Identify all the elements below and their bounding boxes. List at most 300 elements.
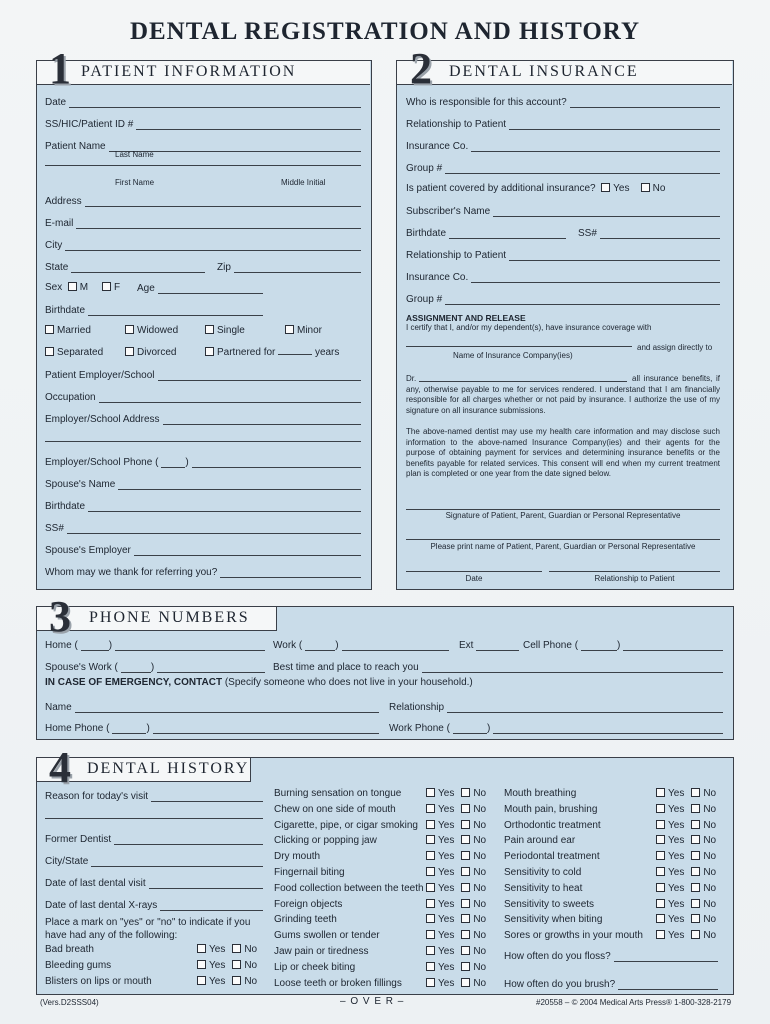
emergency-heading: IN CASE OF EMERGENCY, CONTACT [45, 677, 223, 688]
floss-label: How often do you floss? [504, 951, 611, 962]
yes-checkbox[interactable] [426, 946, 435, 955]
history-question: Sensitivity to heat [504, 882, 583, 894]
history-question: Lip or cheek biting [274, 961, 356, 973]
yes-checkbox[interactable] [656, 867, 665, 876]
no-checkbox[interactable] [461, 820, 470, 829]
best-time-field[interactable] [422, 662, 723, 673]
insurance-company-caption: Name of Insurance Company(ies) [453, 351, 573, 360]
sex-m-checkbox[interactable] [68, 282, 77, 291]
no-label: No [703, 914, 717, 926]
spouse-birthdate-label: Birthdate [45, 501, 86, 512]
yes-label: Yes [668, 914, 685, 926]
partnered-years-field[interactable] [278, 354, 312, 355]
no-checkbox[interactable] [461, 851, 470, 860]
yes-checkbox[interactable] [197, 976, 206, 985]
city-state-field[interactable] [91, 856, 263, 867]
insurance-co-field[interactable] [471, 141, 720, 152]
yes-label: Yes [438, 914, 455, 926]
history-question: Dry mouth [274, 851, 321, 863]
paren: ) [335, 640, 339, 651]
zip-field[interactable] [234, 262, 361, 273]
group-field[interactable] [445, 163, 720, 174]
brush-label: How often do you brush? [504, 979, 616, 990]
history-question: Mouth pain, brushing [504, 803, 598, 815]
no-checkbox[interactable] [232, 976, 241, 985]
history-item [504, 820, 716, 831]
no-checkbox[interactable] [691, 899, 700, 908]
reason-field[interactable] [151, 791, 263, 802]
former-dentist-field[interactable] [114, 834, 263, 845]
yes-label: Yes [438, 835, 455, 847]
yes-label: Yes [668, 867, 685, 878]
sex-f-checkbox[interactable] [102, 282, 111, 291]
no-checkbox[interactable] [461, 914, 470, 923]
history-question: Burning sensation on tongue [274, 788, 402, 799]
history-question: Grinding teeth [274, 914, 337, 926]
emergency-name-label: Name [45, 702, 72, 713]
patient-name-label: Patient Name [45, 141, 106, 152]
history-instruction: Place a mark on "yes" or "no" to indicate if you have had any of the following: [45, 917, 251, 941]
partnered-label: Partnered for [217, 347, 276, 358]
yes-label: Yes [668, 930, 685, 942]
history-item [504, 867, 716, 878]
yes-checkbox[interactable] [426, 899, 435, 908]
history-item [274, 899, 486, 910]
section-title: DENTAL INSURANCE [449, 63, 639, 80]
single-checkbox[interactable] [205, 325, 214, 334]
emergency-work-field[interactable] [493, 723, 723, 734]
yes-label: Yes [209, 960, 226, 971]
employer-label: Patient Employer/School [45, 370, 155, 381]
history-item [274, 962, 486, 973]
no-label: No [703, 898, 717, 910]
paren: ) [150, 662, 155, 673]
history-question: Periodontal treatment [504, 851, 600, 863]
date-signed-field[interactable] [406, 571, 542, 572]
no-label: No [473, 977, 487, 989]
insurance-co-label: Insurance Co. [406, 141, 469, 152]
birthdate-field[interactable] [88, 305, 263, 316]
brush-field[interactable] [618, 979, 718, 990]
no-checkbox[interactable] [691, 804, 700, 813]
history-question: Loose teeth or broken fillings [274, 977, 402, 989]
insurance-company-names-field[interactable] [406, 346, 632, 347]
sub-birthdate-field[interactable] [449, 228, 566, 239]
spouse-birthdate-field[interactable] [88, 501, 361, 512]
history-item [45, 960, 257, 971]
yes-label: Yes [668, 803, 685, 815]
no-checkbox[interactable] [461, 835, 470, 844]
yes-checkbox[interactable] [426, 883, 435, 892]
no-checkbox[interactable] [232, 944, 241, 953]
no-label: No [703, 867, 717, 878]
yes-checkbox[interactable] [426, 978, 435, 987]
history-question: Jaw pain or tiredness [274, 946, 369, 957]
insurance-co2-field[interactable] [471, 272, 720, 283]
assign-directly-text: and assign directly to [637, 343, 713, 352]
home-phone-field[interactable] [115, 640, 265, 651]
emp-address-line2[interactable] [45, 441, 361, 442]
yes-checkbox[interactable] [656, 914, 665, 923]
last-xrays-field[interactable] [160, 900, 263, 911]
history-item [504, 788, 716, 799]
address-field[interactable] [85, 196, 361, 207]
no-label: No [473, 867, 487, 878]
signature-caption: Signature of Patient, Parent, Guardian or Personal Representative [445, 511, 681, 520]
history-item [274, 946, 486, 957]
history-item [45, 976, 257, 987]
state-field[interactable] [71, 262, 205, 273]
minor-checkbox[interactable] [285, 325, 294, 334]
former-dentist-label: Former Dentist [45, 834, 112, 845]
emergency-relationship-label: Relationship [389, 702, 445, 713]
no-label: No [473, 898, 487, 910]
additional-no-checkbox[interactable] [641, 183, 650, 192]
last-xrays-label: Date of last dental X-rays [45, 900, 158, 911]
emergency-work-label: Work Phone ( [389, 723, 450, 734]
no-label: No [703, 788, 717, 799]
history-question: Fingernail biting [274, 867, 345, 878]
sex-f-label: F [114, 282, 121, 293]
married-checkbox[interactable] [45, 325, 54, 334]
ssid-label: SS/HIC/Patient ID # [45, 119, 134, 130]
middle-initial-caption: Middle Initial [281, 178, 326, 187]
years-label: years [314, 347, 340, 358]
yes-label: Yes [668, 851, 685, 863]
yes-checkbox[interactable] [656, 851, 665, 860]
no-checkbox[interactable] [691, 820, 700, 829]
history-question: Pain around ear [504, 835, 576, 847]
email-label: E-mail [45, 218, 74, 229]
yes-label: Yes [438, 819, 455, 831]
no-checkbox[interactable] [232, 960, 241, 969]
no-checkbox[interactable] [691, 883, 700, 892]
single-label: Single [217, 325, 245, 336]
yes-label: Yes [668, 835, 685, 847]
history-item [274, 804, 486, 815]
emp-phone-label: Employer/School Phone ( [45, 457, 159, 468]
emergency-home-area[interactable] [112, 723, 146, 734]
no-checkbox[interactable] [461, 883, 470, 892]
yes-checkbox[interactable] [426, 962, 435, 971]
separated-label: Separated [57, 347, 104, 358]
yes-checkbox[interactable] [656, 804, 665, 813]
employer-field[interactable] [158, 370, 361, 381]
no-label: No [473, 914, 487, 926]
paren: ) [146, 723, 150, 734]
spouse-work-label: Spouse's Work ( [45, 662, 118, 673]
yes-checkbox[interactable] [426, 788, 435, 797]
responsible-field[interactable] [570, 97, 720, 108]
city-field[interactable] [65, 240, 361, 251]
yes-label: Yes [438, 788, 455, 799]
spouse-name-field[interactable] [118, 479, 361, 490]
spouse-name-label: Spouse's Name [45, 479, 116, 490]
cell-phone-label: Cell Phone ( [523, 640, 579, 651]
spouse-ss-field[interactable] [67, 523, 361, 534]
subscriber-label: Subscriber's Name [406, 206, 491, 217]
yes-label: Yes [438, 851, 455, 863]
no-label: No [703, 819, 717, 831]
form-title: DENTAL REGISTRATION AND HISTORY [129, 18, 641, 45]
birthdate-label: Birthdate [45, 305, 86, 316]
emergency-relationship-field[interactable] [447, 702, 723, 713]
sex-label: Sex [45, 282, 63, 293]
no-checkbox[interactable] [691, 835, 700, 844]
date-label: Date [45, 97, 67, 108]
yes-label: Yes [438, 961, 455, 973]
emp-phone-field[interactable] [192, 457, 361, 468]
history-question: Bad breath [45, 944, 94, 955]
yes-checkbox[interactable] [426, 804, 435, 813]
group2-field[interactable] [445, 294, 720, 305]
history-item [504, 883, 716, 894]
emergency-home-field[interactable] [153, 723, 379, 734]
no-checkbox[interactable] [691, 851, 700, 860]
yes-checkbox[interactable] [426, 851, 435, 860]
yes-label: Yes [668, 788, 685, 799]
work-area-field[interactable] [305, 640, 335, 651]
work-phone-field[interactable] [342, 640, 449, 651]
yes-checkbox[interactable] [656, 820, 665, 829]
no-label: No [244, 960, 258, 971]
age-field[interactable] [158, 283, 263, 294]
date-caption: Date [465, 574, 483, 583]
ext-label: Ext [459, 640, 474, 651]
date-field[interactable] [69, 97, 361, 108]
no-label: No [244, 944, 258, 955]
widowed-checkbox[interactable] [125, 325, 134, 334]
email-field[interactable] [76, 218, 361, 229]
print-name-caption: Please print name of Patient, Parent, Guardian or Personal Representative [430, 542, 696, 551]
yes-label: Yes [668, 819, 685, 831]
sub-ss-field[interactable] [600, 228, 720, 239]
history-item [274, 820, 486, 831]
no-label: No [703, 930, 717, 942]
history-item [504, 835, 716, 846]
no-label: No [652, 183, 666, 194]
section-number-1: 1 [49, 44, 71, 93]
home-phone-label: Home ( [45, 640, 78, 651]
relationship-caption: Relationship to Patient [594, 574, 675, 583]
home-area-field[interactable] [81, 640, 109, 651]
divorced-checkbox[interactable] [125, 347, 134, 356]
section-title: PHONE NUMBERS [89, 609, 250, 626]
yes-checkbox[interactable] [426, 867, 435, 876]
section-title: PATIENT INFORMATION [81, 63, 297, 80]
responsible-label: Who is responsible for this account? [406, 97, 567, 108]
spouse-work-field[interactable] [157, 662, 265, 673]
phone-numbers-panel [36, 606, 734, 740]
married-label: Married [57, 325, 91, 336]
separated-checkbox[interactable] [45, 347, 54, 356]
history-item [274, 788, 486, 799]
yes-checkbox[interactable] [197, 944, 206, 953]
ext-field[interactable] [476, 640, 519, 651]
history-item [274, 978, 486, 989]
yes-checkbox[interactable] [426, 914, 435, 923]
benefits-text: all insurance benefits, if any, otherwise payable to me for services rendered. I understand that I am financially responsible for all charges whether or not paid by insurance. I authorize the use of my signature on all insurance submissions. [406, 374, 720, 415]
no-checkbox[interactable] [461, 946, 470, 955]
floss-field[interactable] [614, 951, 718, 962]
sub-birthdate-label: Birthdate [406, 228, 447, 239]
no-label: No [244, 976, 258, 987]
history-question: Chew on one side of mouth [274, 803, 396, 815]
no-label: No [473, 946, 487, 957]
partnered-checkbox[interactable] [205, 347, 214, 356]
no-label: No [473, 803, 487, 815]
reason-label: Reason for today's visit [45, 791, 149, 802]
emp-address-field[interactable] [163, 414, 361, 425]
referral-label: Whom may we thank for referring you? [45, 567, 218, 578]
city-state-label: City/State [45, 856, 89, 867]
subscriber-field[interactable] [493, 206, 720, 217]
paren: ) [617, 640, 621, 651]
history-question: Foreign objects [274, 898, 343, 910]
relationship-signed-field[interactable] [549, 571, 720, 572]
no-checkbox[interactable] [461, 962, 470, 971]
history-question: Gums swollen or tender [274, 930, 380, 942]
work-phone-label: Work ( [273, 640, 303, 651]
no-label: No [703, 803, 717, 815]
history-item [504, 914, 716, 925]
yes-checkbox[interactable] [426, 820, 435, 829]
widowed-label: Widowed [137, 325, 179, 336]
version-code: (Vers.D2SSS04) [40, 998, 99, 1007]
state-label: State [45, 262, 69, 273]
no-checkbox[interactable] [691, 914, 700, 923]
no-checkbox[interactable] [461, 899, 470, 908]
history-item [504, 899, 716, 910]
no-label: No [473, 961, 487, 973]
occupation-field[interactable] [99, 392, 361, 403]
yes-label: Yes [209, 976, 226, 987]
emergency-name-field[interactable] [75, 702, 379, 713]
dr-label: Dr. [406, 374, 417, 383]
history-item [504, 930, 716, 941]
history-question: Mouth breathing [504, 788, 577, 799]
emergency-work-area[interactable] [453, 723, 487, 734]
history-question: Sores or growths in your mouth [504, 930, 643, 942]
divorced-label: Divorced [137, 347, 177, 358]
no-label: No [473, 930, 487, 942]
emergency-instruction: (Specify someone who does not live in your household.) [224, 677, 473, 688]
additional-yes-checkbox[interactable] [601, 183, 610, 192]
emp-phone-area[interactable] [161, 457, 185, 468]
yes-checkbox[interactable] [197, 960, 206, 969]
patient-information-panel [36, 60, 372, 590]
spouse-area-field[interactable] [121, 662, 151, 673]
no-checkbox[interactable] [461, 788, 470, 797]
copyright: #20558 – © 2004 Medical Arts Press® 1-800-328-2179 [536, 998, 732, 1007]
yes-checkbox[interactable] [656, 835, 665, 844]
no-checkbox[interactable] [461, 804, 470, 813]
no-checkbox[interactable] [691, 930, 700, 939]
no-checkbox[interactable] [691, 788, 700, 797]
yes-label: Yes [438, 898, 455, 910]
signature-field[interactable] [406, 509, 720, 510]
first-name-caption: First Name [115, 178, 155, 187]
cell-area-field[interactable] [581, 640, 617, 651]
yes-checkbox[interactable] [656, 899, 665, 908]
yes-checkbox[interactable] [656, 883, 665, 892]
occupation-label: Occupation [45, 392, 96, 403]
yes-label: Yes [438, 977, 455, 989]
no-checkbox[interactable] [691, 867, 700, 876]
no-checkbox[interactable] [461, 930, 470, 939]
dental-history-panel [36, 757, 734, 995]
paren: ) [486, 723, 491, 734]
yes-label: Yes [438, 882, 455, 894]
yes-label: Yes [668, 882, 685, 894]
history-question: Orthodontic treatment [504, 819, 601, 831]
assignment-text: I certify that I, and/or my dependent(s), have insurance coverage with [406, 323, 652, 332]
cell-phone-field[interactable] [623, 640, 723, 651]
last-visit-field[interactable] [149, 878, 263, 889]
no-label: No [473, 851, 487, 863]
yes-label: Yes [613, 183, 630, 194]
spouse-employer-label: Spouse's Employer [45, 545, 131, 556]
reason-line2[interactable] [45, 818, 263, 819]
section-number-4: 4 [49, 743, 71, 792]
emp-address-label: Employer/School Address [45, 414, 160, 425]
sub-ss-label: SS# [578, 228, 597, 239]
history-item [274, 883, 486, 894]
group-label: Group # [406, 163, 443, 174]
history-question: Food collection between the teeth [274, 882, 424, 894]
city-label: City [45, 240, 63, 251]
relationship2-field[interactable] [509, 250, 720, 261]
group2-label: Group # [406, 294, 443, 305]
name-line[interactable] [45, 165, 361, 166]
minor-label: Minor [297, 325, 323, 336]
assignment-title: ASSIGNMENT AND RELEASE [406, 313, 526, 323]
section-number-2: 2 [410, 44, 432, 93]
history-question: Cigarette, pipe, or cigar smoking [274, 819, 418, 831]
relationship-field[interactable] [509, 119, 720, 130]
no-checkbox[interactable] [461, 978, 470, 987]
no-checkbox[interactable] [461, 867, 470, 876]
history-question: Blisters on lips or mouth [45, 976, 152, 987]
spouse-employer-field[interactable] [134, 545, 361, 556]
history-item [274, 851, 486, 862]
no-label: No [703, 882, 717, 894]
address-label: Address [45, 196, 82, 207]
sex-m-label: M [79, 282, 89, 293]
history-item [274, 914, 486, 925]
yes-label: Yes [668, 898, 685, 910]
emp-phone-paren: ) [185, 457, 189, 468]
yes-checkbox[interactable] [426, 835, 435, 844]
yes-label: Yes [438, 946, 455, 957]
last-name-caption: Last Name [115, 150, 154, 159]
print-name-field[interactable] [406, 539, 720, 540]
history-item [274, 867, 486, 878]
referral-field[interactable] [220, 567, 361, 578]
history-item [504, 851, 716, 862]
yes-checkbox[interactable] [426, 930, 435, 939]
history-item [274, 930, 486, 941]
yes-label: Yes [209, 944, 226, 955]
no-label: No [703, 851, 717, 863]
insurance-co2-label: Insurance Co. [406, 272, 469, 283]
zip-label: Zip [217, 262, 231, 273]
relationship2-label: Relationship to Patient [406, 250, 507, 261]
yes-checkbox[interactable] [656, 930, 665, 939]
ssid-field[interactable] [136, 119, 361, 130]
yes-checkbox[interactable] [656, 788, 665, 797]
history-item [45, 944, 257, 955]
